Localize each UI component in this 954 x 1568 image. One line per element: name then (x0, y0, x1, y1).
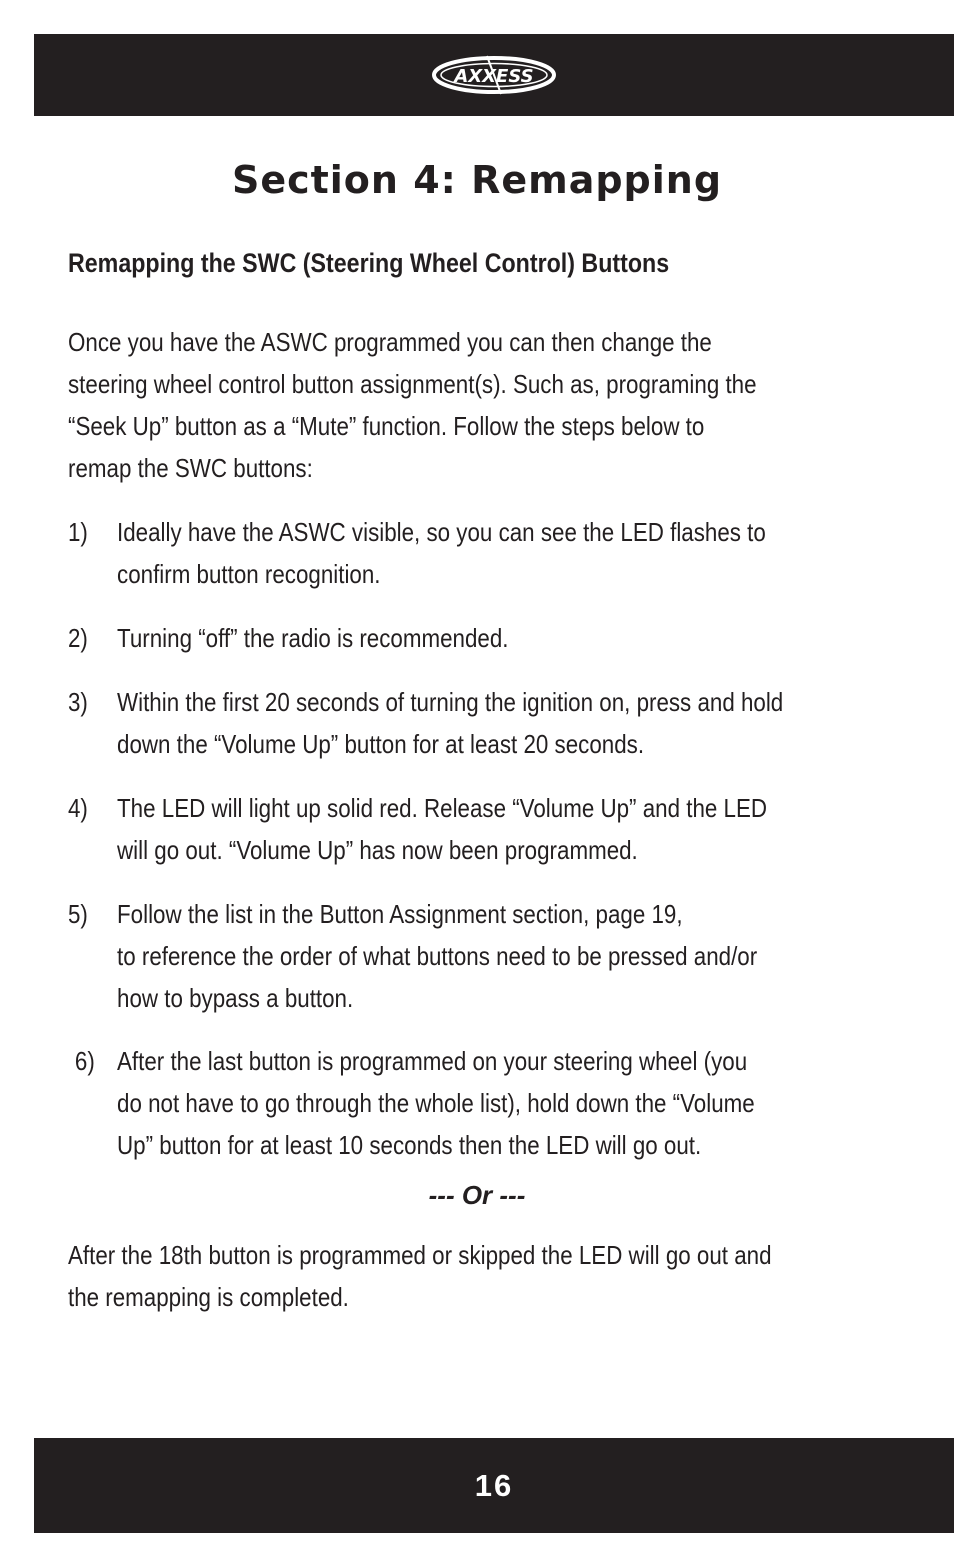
step-line: The LED will light up solid red. Release “Volume Up” and the LED (117, 793, 768, 823)
axxess-logo (429, 53, 559, 97)
step-line: Turning “off” the radio is recommended. (117, 623, 509, 653)
step-number: 4) (68, 793, 88, 823)
step-number: 1) (68, 517, 88, 547)
step-line: to reference the order of what buttons need to be pressed and/or (117, 941, 758, 971)
step-number: 3) (68, 687, 88, 717)
step-line: Within the first 20 seconds of turning the ignition on, press and hold (117, 687, 784, 717)
footer-bar (34, 1438, 954, 1533)
step-line: After the last button is programmed on your steering wheel (you (117, 1046, 748, 1076)
section-title: Section 4: Remapping (231, 158, 723, 202)
step-number: 5) (68, 899, 88, 929)
logo-text: AXXESS (454, 66, 534, 87)
intro-line: steering wheel control button assignment(s). Such as, programing the (68, 369, 757, 399)
closing-paragraph (68, 1234, 868, 1318)
step-line: do not have to go through the whole list), hold down the “Volume (117, 1088, 755, 1118)
step-line: how to bypass a button. (117, 983, 354, 1013)
intro-line: “Seek Up” button as a “Mute” function. Follow the steps below to (68, 411, 705, 441)
header-bar (34, 34, 954, 116)
intro-line: remap the SWC buttons: (68, 453, 313, 483)
closing-line: the remapping is completed. (68, 1282, 349, 1312)
step-line: down the “Volume Up” button for at least 20 seconds. (117, 729, 645, 759)
or-divider: --- Or --- (428, 1180, 526, 1210)
intro-paragraph (68, 321, 868, 489)
step-line: confirm button recognition. (117, 559, 381, 589)
step-line: Follow the list in the Button Assignment section, page 19, (117, 899, 683, 929)
step-number: 2) (68, 623, 88, 653)
step-number: 6) (74, 1046, 95, 1076)
step-line: Up” button for at least 10 seconds then the LED will go out. (117, 1130, 702, 1160)
closing-line: After the 18th button is programmed or skipped the LED will go out and (68, 1240, 772, 1270)
page-number: 16 (474, 1467, 514, 1503)
intro-line: Once you have the ASWC programmed you can then change the (68, 327, 712, 357)
subheading: Remapping the SWC (Steering Wheel Control) Buttons (68, 248, 670, 278)
step-line: will go out. “Volume Up” has now been programmed. (117, 835, 638, 865)
step-line: Ideally have the ASWC visible, so you can see the LED flashes to (117, 517, 766, 547)
